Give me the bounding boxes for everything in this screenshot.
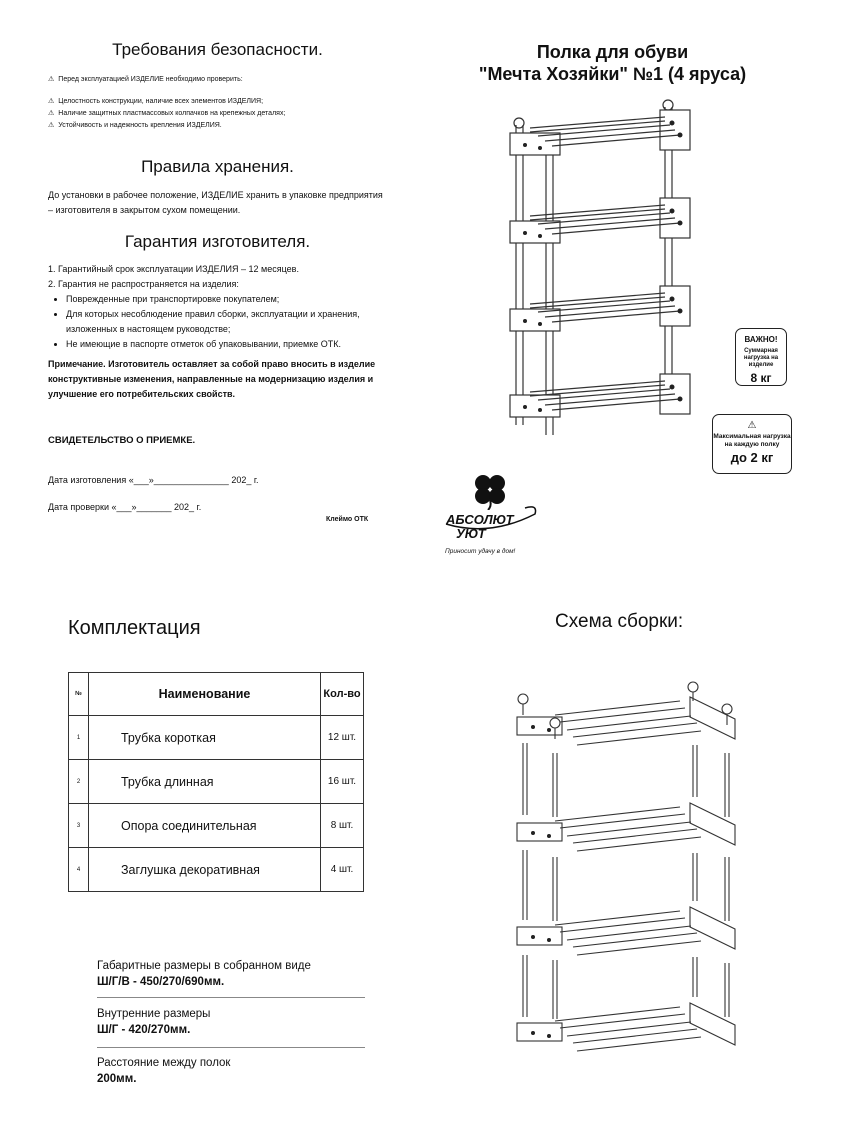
safety-list — [48, 96, 285, 132]
max-load-text: Максимальная нагрузка на каждую полку — [713, 433, 791, 448]
logo-line1: АБСОЛЮТ — [446, 512, 514, 527]
warranty-note: Примечание. Изготовитель оставляет за собой право вносить в изделие конструктивные изменения, направленные на модернизацию изделия и улучшение его потребительских свойств. — [48, 359, 376, 399]
kit-title: Комплектация — [68, 617, 201, 639]
dimension-label: Внутренние размеры — [97, 1008, 211, 1020]
otk-stamp-label: Клеймо ОТК — [326, 516, 369, 523]
kit-col-qty: Кол-во — [321, 673, 364, 716]
brand-logo — [440, 470, 540, 565]
warranty-line2: 2. Гарантия не распространяется на изделия: — [48, 279, 239, 289]
divider — [97, 1047, 365, 1048]
shelf-tier — [510, 198, 690, 243]
dimension-value: 200мм. — [97, 1073, 137, 1085]
assembled-shelf-drawing — [500, 95, 715, 440]
logo-line2: УЮТ — [456, 526, 486, 541]
kit-row-name: Заглушка декоративная — [89, 848, 321, 892]
shelf-tier — [510, 374, 690, 417]
shelf-tier — [510, 110, 690, 155]
warranty-bullet: • Поврежденные при транспортировке покупателем; — [66, 292, 393, 307]
kit-table — [68, 672, 364, 892]
dimension-value: Ш/Г/В - 450/270/690мм. — [97, 976, 225, 988]
max-load-badge — [712, 414, 792, 474]
important-badge-title: ВАЖНО! — [744, 335, 778, 344]
warranty-bullet: • Для которых несоблюдение правил сборки, эксплуатации и хранения, изложенных в настоящем руководстве; — [66, 307, 393, 337]
storage-text: До установки в рабочее положение, ИЗДЕЛИЕ хранить в упаковке предприятия – изготовителя в закрытом сухом помещении. — [48, 190, 383, 215]
warranty-bullets — [48, 292, 393, 352]
max-load-value: до 2 кг — [730, 450, 774, 465]
logo-slogan: Приносит удачу в дом! — [445, 548, 516, 555]
dimension-inner — [97, 1006, 210, 1038]
kit-col-number: № — [69, 673, 89, 716]
warranty-title: Гарантия изготовителя. — [124, 232, 311, 251]
assembly-title: Схема сборки: — [555, 611, 684, 632]
table-row — [69, 804, 364, 848]
safety-intro: ⚠ Перед эксплуатацией ИЗДЕЛИЕ необходимо проверить: — [48, 74, 243, 86]
storage-title: Правила хранения. — [141, 157, 294, 176]
kit-row-name: Трубка короткая — [89, 716, 321, 760]
warranty-line1: 1. Гарантийный срок эксплуатации ИЗДЕЛИЯ – 12 месяцев. — [48, 264, 299, 274]
important-badge-text: Суммарная нагрузка на изделие — [743, 348, 779, 368]
dimension-value: Ш/Г - 420/270мм. — [97, 1024, 191, 1036]
warranty-body — [48, 262, 393, 352]
divider — [97, 997, 365, 998]
dimension-label: Расстояние между полок — [97, 1057, 231, 1069]
kit-row-name: Опора соединительная — [89, 804, 321, 848]
kit-row-number: 4 — [69, 848, 89, 892]
kit-row-qty: 12 шт. — [321, 716, 364, 760]
table-row — [69, 760, 364, 804]
dimension-spacing — [97, 1055, 230, 1087]
product-title — [440, 41, 785, 85]
kit-row-name: Трубка длинная — [89, 760, 321, 804]
product-title-line1: Полка для обуви — [536, 42, 689, 62]
assembly-tier — [517, 1003, 735, 1051]
safety-item: ⚠ Устойчивость и надежность крепления ИЗДЕЛИЯ. — [48, 120, 285, 132]
safety-item: ⚠ Наличие защитных пластмассовых колпачков на крепежных деталях; — [48, 108, 285, 120]
warranty-bullet: • Не имеющие в паспорте отметок об упаковывании, приемке ОТК. — [66, 337, 393, 352]
important-badge — [735, 328, 787, 386]
kit-row-number: 1 — [69, 716, 89, 760]
assembly-tier — [517, 907, 735, 955]
manufacture-date: Дата изготовления «___»_______________ 202_ г. — [48, 475, 259, 485]
important-badge-value: 8 кг — [750, 371, 772, 385]
safety-title: Требования безопасности. — [112, 40, 323, 59]
dimension-overall — [97, 958, 311, 990]
kit-row-number: 2 — [69, 760, 89, 804]
kit-col-name: Наименование — [89, 673, 321, 716]
table-row — [69, 848, 364, 892]
assembly-diagram — [505, 675, 745, 1075]
kit-row-number: 3 — [69, 804, 89, 848]
check-date: Дата проверки «___»_______ 202_ г. — [48, 502, 202, 512]
kit-row-qty: 4 шт. — [321, 848, 364, 892]
kit-row-qty: 8 шт. — [321, 804, 364, 848]
kit-row-qty: 16 шт. — [321, 760, 364, 804]
product-title-line2: "Мечта Хозяйки" №1 (4 яруса) — [478, 64, 747, 84]
dimension-label: Габаритные размеры в собранном виде — [97, 960, 311, 972]
kit-table-header — [69, 673, 364, 716]
safety-item: ⚠ Целостность конструкции, наличие всех элементов ИЗДЕЛИЯ; — [48, 96, 285, 108]
table-row — [69, 716, 364, 760]
warning-icon: ⚠ — [747, 420, 757, 431]
assembly-tier — [517, 697, 735, 745]
shelf-tier — [510, 286, 690, 331]
assembly-tier — [517, 803, 735, 851]
certificate-title: СВИДЕТЕЛЬСТВО О ПРИЕМКЕ. — [48, 435, 196, 446]
